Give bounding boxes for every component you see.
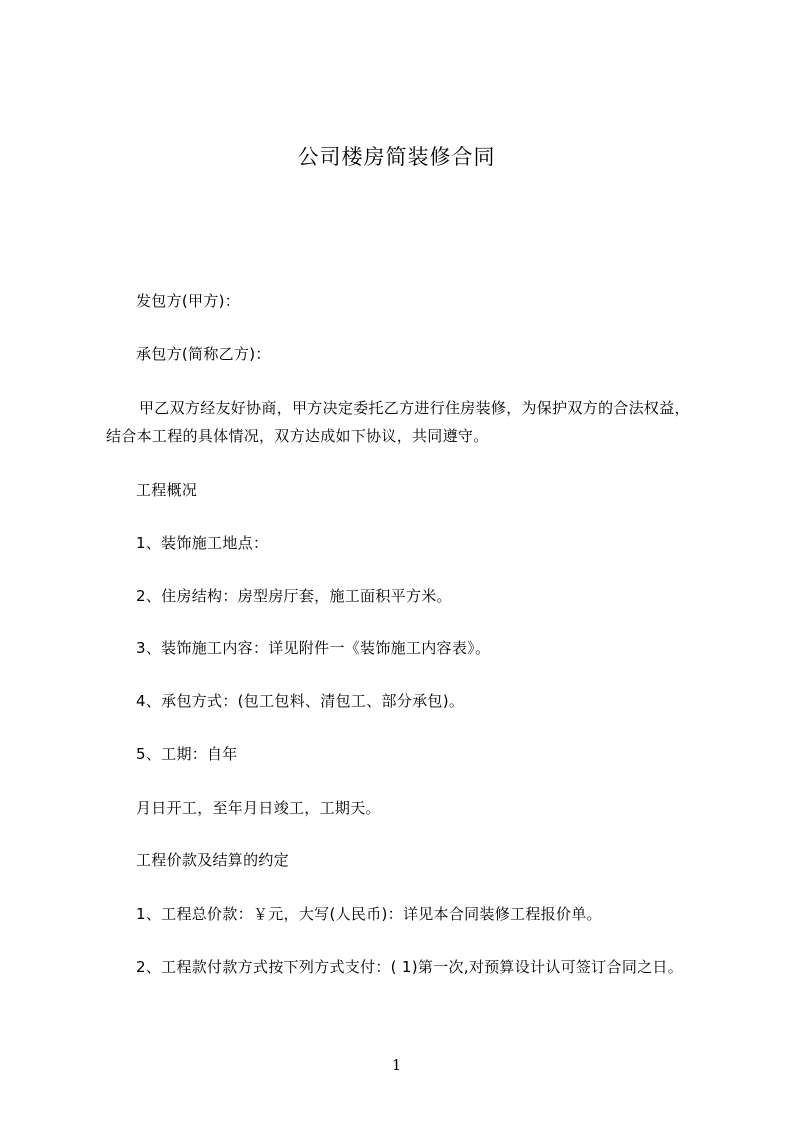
clause-payment-method: 2、工程款付款方式按下列方式支付：( 1)第一次,对预算设计认可签订合同之日。 xyxy=(136,958,684,976)
party-a-line: 发包方(甲方)： xyxy=(136,292,241,310)
clause-duration-dates: 月日开工，至年月日竣工，工期天。 xyxy=(136,799,381,817)
clause-duration: 5、工期：自年 xyxy=(136,745,238,763)
clause-structure: 2、住房结构：房型房厅套，施工面积平方米。 xyxy=(136,587,452,605)
preamble-line-1: 甲乙双方经友好协商，甲方决定委托乙方进行住房装修，为保护双方的合法权益， xyxy=(139,399,690,417)
document-title: 公司楼房简装修合同 xyxy=(297,145,496,169)
clause-total-price: 1、工程总价款：￥元，大写(人民币)：详见本合同装修工程报价单。 xyxy=(136,905,602,923)
clause-content: 3、装饰施工内容：详见附件一《装饰施工内容表》。 xyxy=(136,639,491,657)
page-number: 1 xyxy=(391,1056,402,1074)
clause-contract-method: 4、承包方式：(包工包料、清包工、部分承包)。 xyxy=(136,692,465,710)
clause-location: 1、装饰施工地点： xyxy=(136,534,269,552)
section-heading-price-settlement: 工程价款及结算的约定 xyxy=(136,851,290,869)
section-heading-project-overview: 工程概况 xyxy=(136,481,198,499)
party-b-line: 承包方(简称乙方)： xyxy=(136,345,271,363)
preamble-line-2: 结合本工程的具体情况，双方达成如下协议，共同遵守。 xyxy=(106,427,489,445)
